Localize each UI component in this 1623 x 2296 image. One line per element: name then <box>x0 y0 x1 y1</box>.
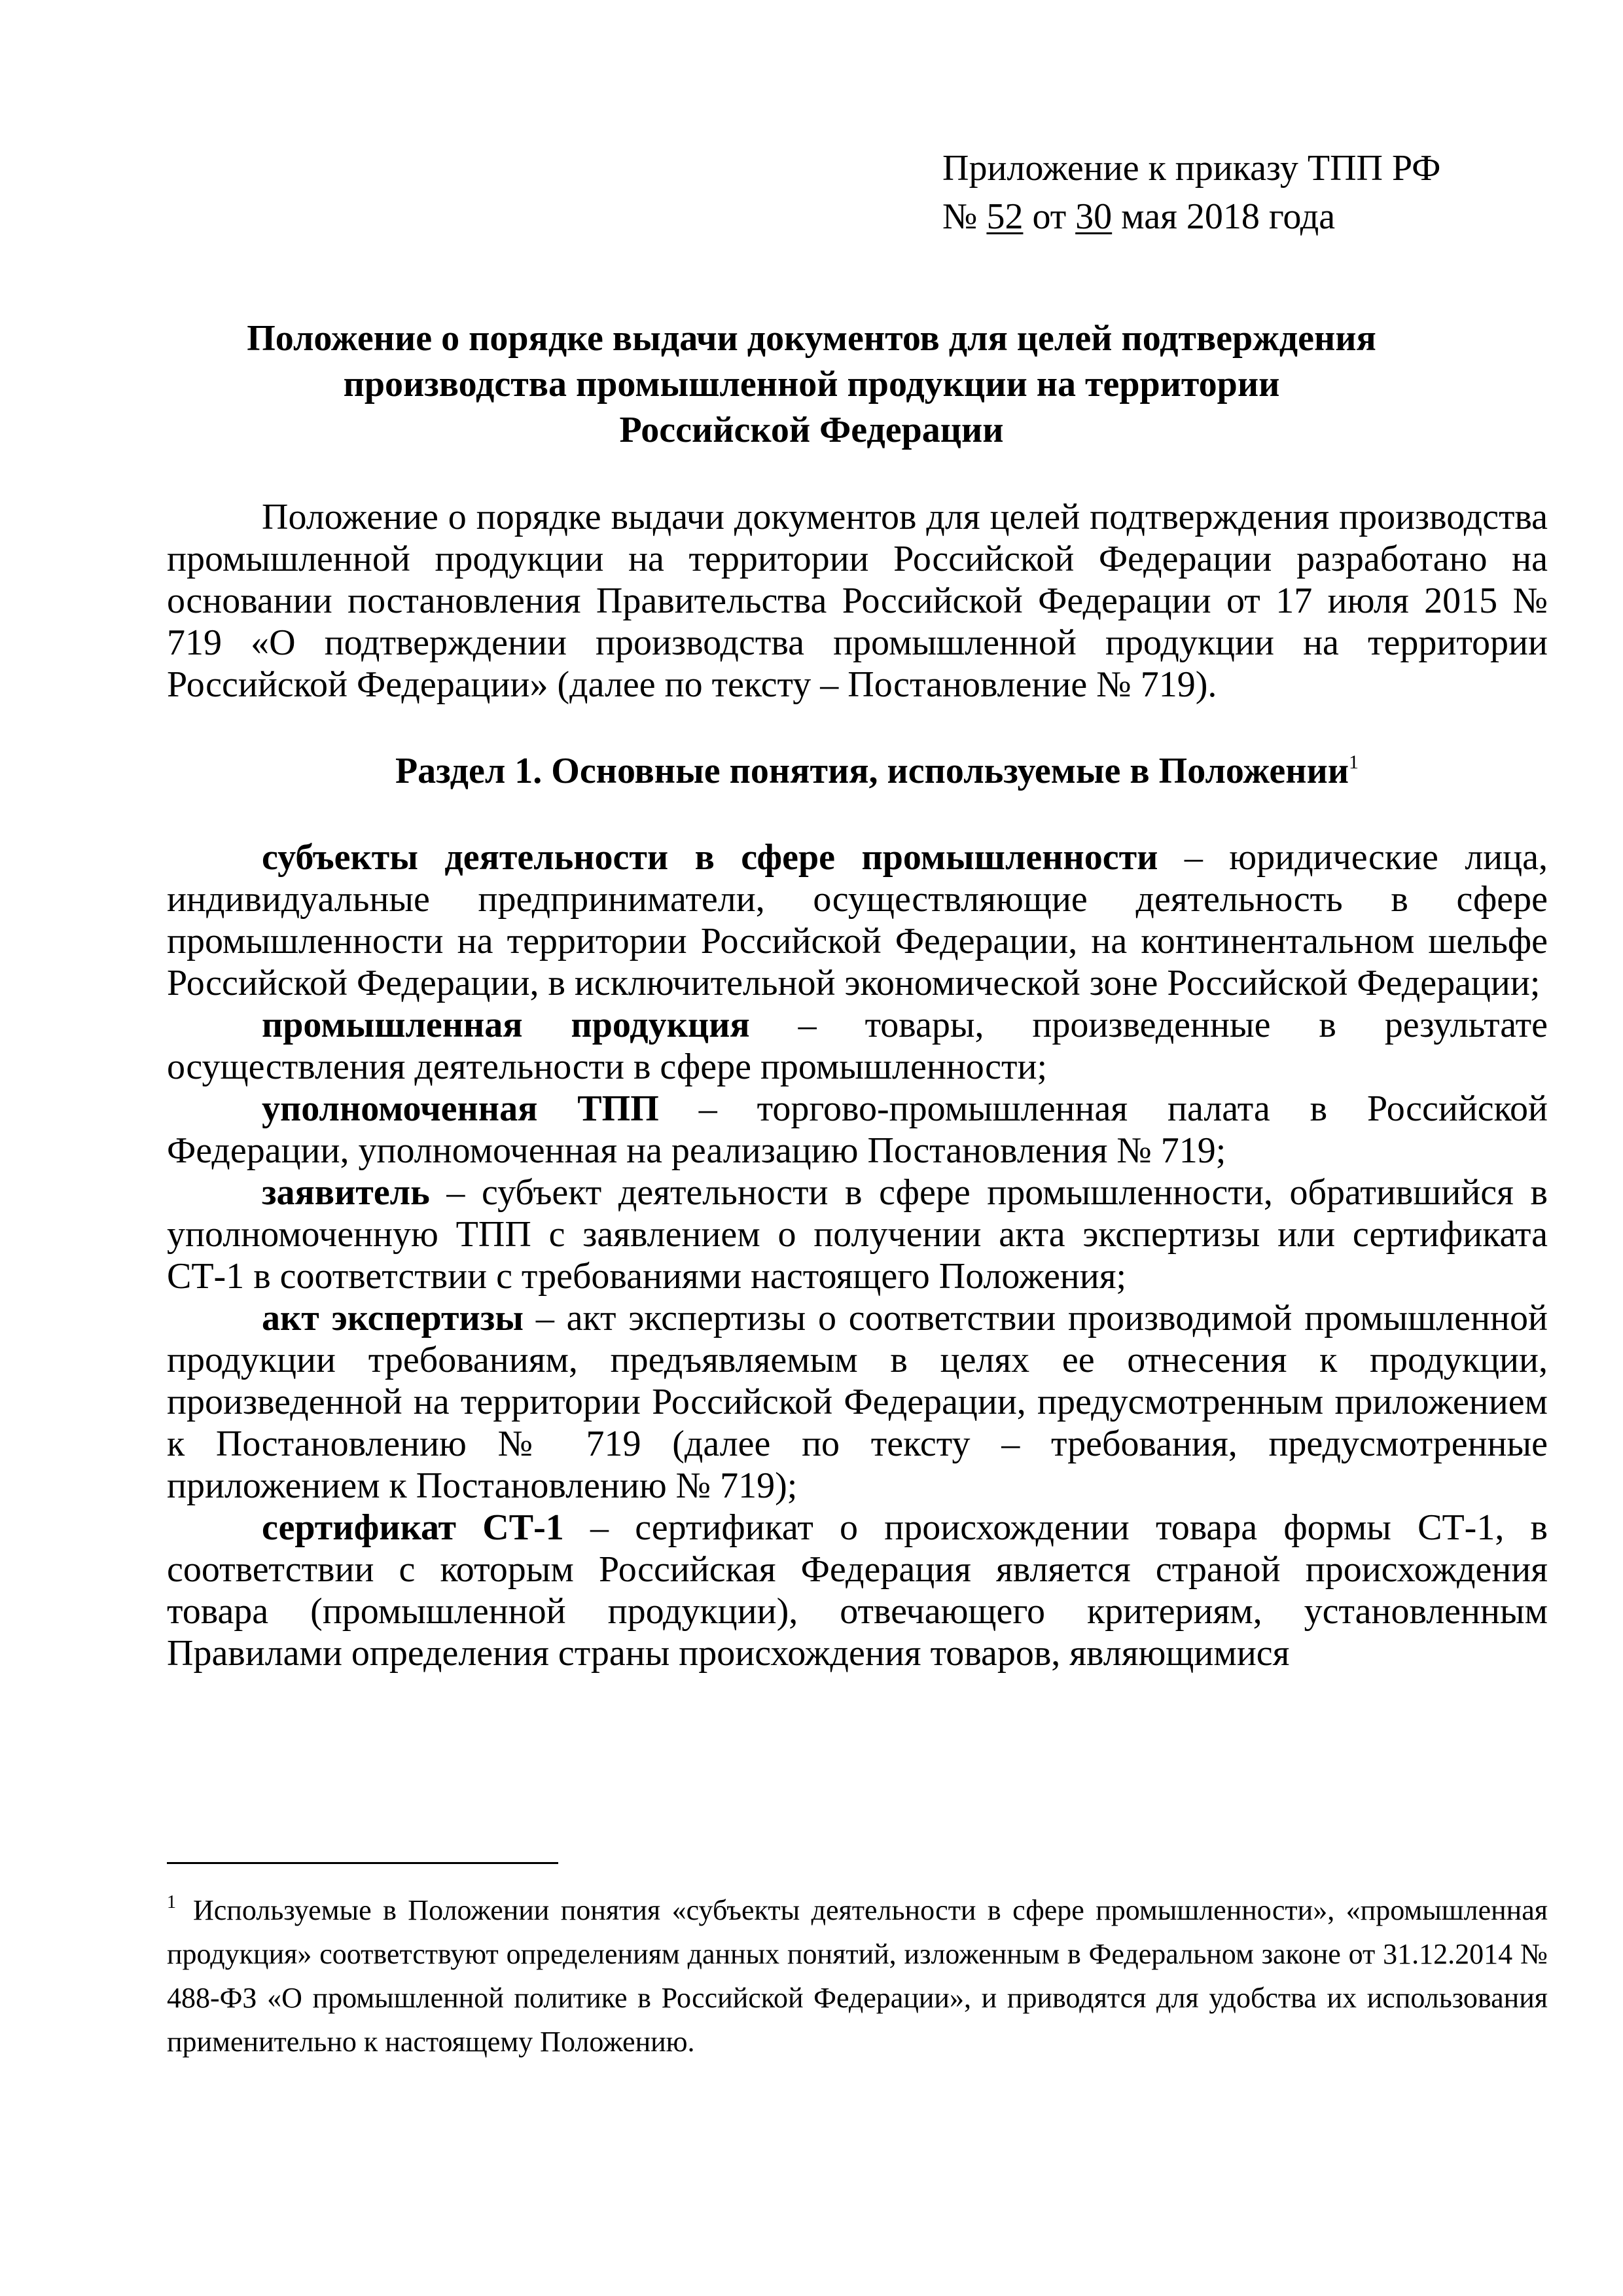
title-line-3: Российской Федерации <box>619 410 1004 450</box>
definition-term: промышленная продукция <box>262 1005 750 1045</box>
title-line-2: производства промышленной продукции на территории <box>343 364 1280 404</box>
footnote-reference: 1 <box>1349 751 1359 773</box>
intro-paragraph: Положение о порядке выдачи документов для целей подтверждения производства промышленной продукции на территории Российской Федерации разработано на основании постановления Правительства Российской Федерации от 17 июля 2015 № 719 «О подтверждении производства промышленной продукции на территории Российской Федерации» (далее по тексту – Постановление № 719). <box>167 497 1548 705</box>
definition-term: заявитель <box>262 1172 430 1213</box>
order-number: 52 <box>986 196 1024 237</box>
definition-paragraph <box>167 1507 1548 1674</box>
footnote <box>167 1888 1548 2064</box>
footnote-text: Используемые в Положении понятия «субъекты деятельности в сфере промышленности», «промышленная продукция» соответствуют определениям данных понятий, изложенным в Федеральном законе от 31.12.2014 № 488-ФЗ «О промышленной политике в Российской Федерации», и приводятся для удобства их использования применительно к настоящему Положению. <box>167 1894 1548 2058</box>
section-heading <box>167 750 1548 792</box>
definition-term: уполномоченная ТПП <box>262 1088 659 1129</box>
definition-paragraph <box>167 1172 1548 1297</box>
appendix-line: Приложение к приказу ТПП РФ <box>942 148 1441 188</box>
definition-paragraph <box>167 1088 1548 1172</box>
footnote-separator <box>167 1862 558 1864</box>
definition-text: – торгово-промышленная палата в Российской Федерации, уполномоченная на реализацию Постановления № 719; <box>167 1088 1548 1171</box>
section-title: Раздел 1. Основные понятия, используемые в Положении <box>395 751 1349 791</box>
definition-text: – юридические лица, индивидуальные предприниматели, осуществляющие деятельность в сфере промышленности на территории Российской Федерации, на континентальном шельфе Российской Федерации, в исключительной экономической зоне Российской Федерации; <box>167 837 1548 1003</box>
definition-paragraph <box>167 1004 1548 1088</box>
document-body <box>167 496 1548 1674</box>
definition-term: субъекты деятельности в сфере промышленности <box>262 837 1158 878</box>
footnote-paragraph <box>167 1888 1548 2064</box>
definition-term: акт экспертизы <box>262 1298 524 1338</box>
definition-text: – субъект деятельности в сфере промышленности, обратившийся в уполномоченную ТПП с заявлением о получении акта экспертизы или сертификата СТ-1 в соответствии с требованиями настоящего Положения; <box>167 1172 1548 1297</box>
footnote-mark: 1 <box>167 1892 176 1912</box>
order-day: 30 <box>1075 196 1113 237</box>
number-prefix: № <box>942 196 987 237</box>
order-number-line <box>942 192 1440 241</box>
document-title <box>196 315 1427 453</box>
date-prefix: от <box>1023 196 1076 237</box>
definition-paragraph <box>167 836 1548 1004</box>
date-suffix: мая 2018 года <box>1112 196 1336 237</box>
definition-text: – сертификат о происхождении товара формы СТ-1, в соответствии с которым Российская Федерация является страной происхождения товара (промышленной продукции), отвечающего критериям, установленным Правилами определения страны происхождения товаров, являющимися <box>167 1507 1548 1674</box>
definition-text: – акт экспертизы о соответствии производимой промышленной продукции требованиям, предъявляемым в целях ее отнесения к продукции, произведенной на территории Российской Федерации, предусмотренным приложением к Постановлению № 719 (далее по тексту – требования, предусмотренные приложением к Постановлению № 719); <box>167 1298 1548 1506</box>
appendix-header <box>942 144 1440 241</box>
definition-text: – товары, произведенные в результате осуществления деятельности в сфере промышленности; <box>167 1005 1548 1087</box>
definition-paragraph <box>167 1297 1548 1507</box>
title-line-1: Положение о порядке выдачи документов для целей подтверждения <box>247 318 1376 359</box>
definition-term: сертификат СТ-1 <box>262 1507 564 1548</box>
